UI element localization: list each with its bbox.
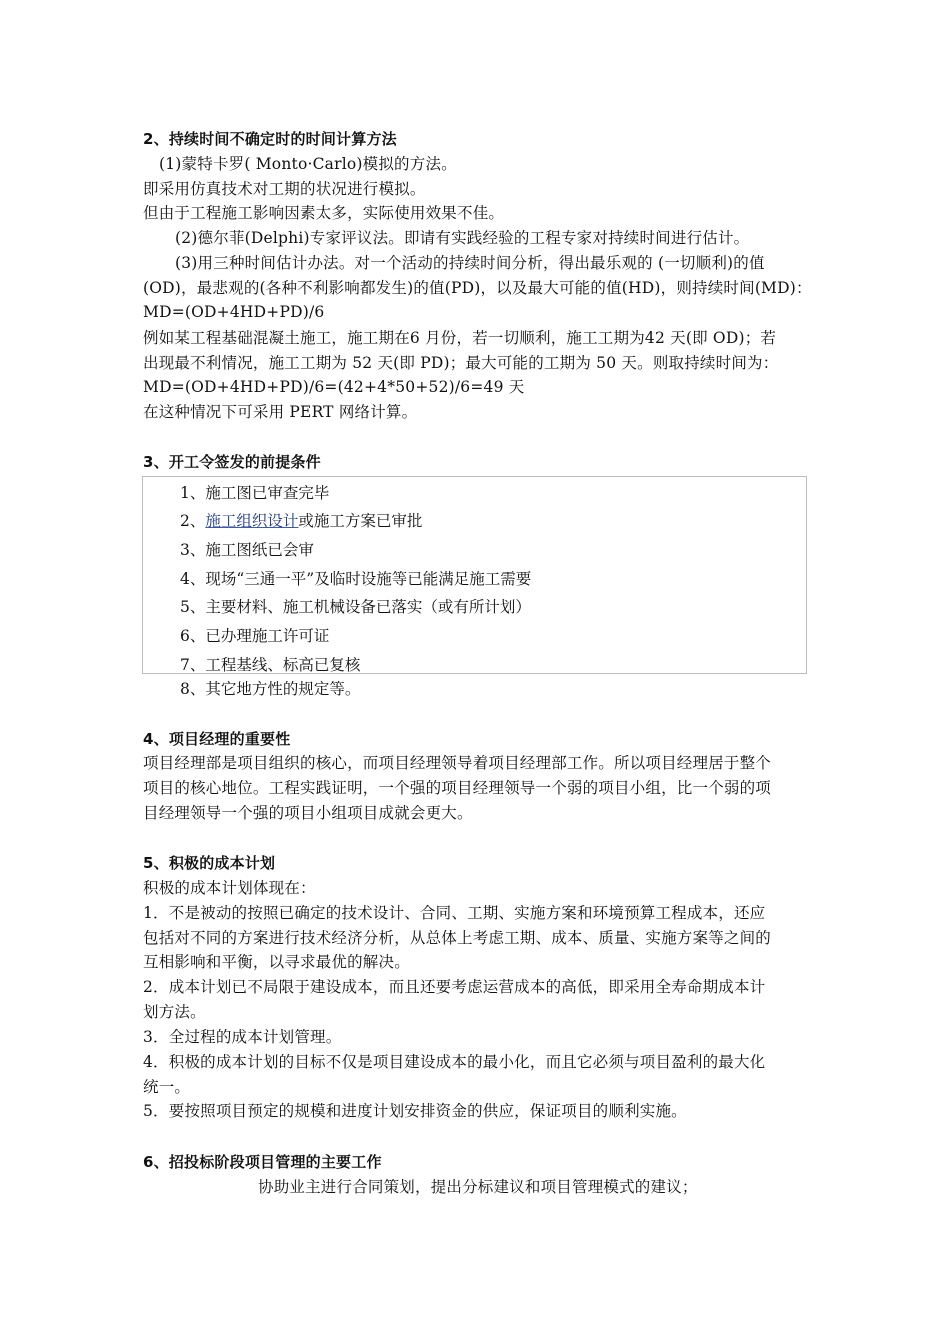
- section-5-line: 划方法。: [143, 1003, 206, 1021]
- condition-item: [180, 511, 422, 531]
- section-2-formula: MD=(OD+4HD+PD)/6=(42+4*50+52)/6=49 天: [143, 378, 525, 396]
- section-4-line: 项目经理部是项目组织的核心，而项目经理领导着项目经理部工作。所以项目经理居于整个: [143, 754, 772, 772]
- section-5-heading: 5、积极的成本计划: [143, 854, 276, 872]
- section-5-line: 互相影响和平衡，以寻求最优的解决。: [143, 953, 410, 971]
- section-4-line: 项目的核心地位。工程实践证明，一个强的项目经理领导一个弱的项目小组，比一个弱的项: [143, 779, 772, 797]
- condition-item: 4、现场“三通一平”及临时设施等已能满足施工需要: [180, 570, 532, 588]
- section-2-line: (2)德尔菲(Delphi)专家评议法。即请有实践经验的工程专家对持续时间进行估计。: [175, 229, 750, 247]
- section-2-line: (3)用三种时间估计办法。对一个活动的持续时间分析，得出最乐观的 (一切顺利)的值: [175, 254, 765, 272]
- section-2-line: 在这种情况下可采用 PERT 网络计算。: [143, 403, 418, 421]
- section-3-heading: 3、开工令签发的前提条件: [143, 453, 321, 471]
- section-6-line: 协助业主进行合同策划，提出分标建议和项目管理模式的建议；: [258, 1178, 698, 1196]
- section-6-heading: 6、招投标阶段项目管理的主要工作: [143, 1153, 382, 1171]
- condition-item-number: 2、: [180, 512, 206, 530]
- section-2-line: 出现最不利情况，施工工期为 52 天(即 PD)；最大可能的工期为 50 天。则取持续时间为：: [143, 354, 779, 372]
- section-2-formula: MD=(OD+4HD+PD)/6: [143, 303, 325, 321]
- section-5-line: 3．全过程的成本计划管理。: [143, 1028, 342, 1046]
- section-5-line: 4．积极的成本计划的目标不仅是项目建设成本的最小化，而且它必须与项目盈利的最大化: [143, 1053, 766, 1071]
- section-5-line: 2．成本计划已不局限于建设成本，而且还要考虑运营成本的高低，即采用全寿命期成本计: [143, 978, 766, 996]
- section-2-line: 即采用仿真技术对工期的状况进行模拟。: [143, 180, 426, 198]
- section-5-line: 1．不是被动的按照已确定的技术设计、合同、工期、实施方案和环境预算工程成本，还应: [143, 904, 766, 922]
- condition-item: 5、主要材料、施工机械设备已落实（或有所计划）: [180, 598, 531, 616]
- condition-item-rest: 或施工方案已审批: [298, 512, 423, 530]
- section-5-line: 包括对不同的方案进行技术经济分析，从总体上考虑工期、成本、质量、实施方案等之间的: [143, 929, 772, 947]
- section-5-line: 5．要按照项目预定的规模和进度计划安排资金的供应，保证项目的顺利实施。: [143, 1102, 687, 1120]
- section-5-line: 统一。: [143, 1078, 191, 1096]
- condition-item: 7、工程基线、标高已复核: [180, 656, 361, 674]
- section-2-line: (OD)，最悲观的(各种不利影响都发生)的值(PD)，以及最大可能的值(HD)，则持续时间(MD)：: [143, 279, 812, 297]
- condition-item: 6、已办理施工许可证: [180, 627, 330, 645]
- section-2-heading: 2、持续时间不确定时的时间计算方法: [143, 130, 397, 148]
- condition-item: 3、施工图纸已会审: [180, 541, 314, 559]
- condition-item: 8、其它地方性的规定等。: [180, 680, 361, 698]
- construction-design-link[interactable]: 施工组织设计: [205, 512, 299, 530]
- section-4-heading: 4、项目经理的重要性: [143, 730, 291, 748]
- section-4-line: 目经理领导一个强的项目小组项目成就会更大。: [143, 804, 473, 822]
- section-2-line: 例如某工程基础混凝土施工，施工期在6 月份，若一切顺利，施工工期为42 天(即 OD)；若: [143, 329, 777, 347]
- section-2-line: 但由于工程施工影响因素太多，实际使用效果不佳。: [143, 204, 505, 222]
- section-5-line: 积极的成本计划体现在：: [143, 879, 316, 897]
- section-2-line: (1)蒙特卡罗( Monto·Carlo)模拟的方法。: [159, 155, 457, 173]
- condition-item: 1、施工图已审查完毕: [180, 484, 330, 502]
